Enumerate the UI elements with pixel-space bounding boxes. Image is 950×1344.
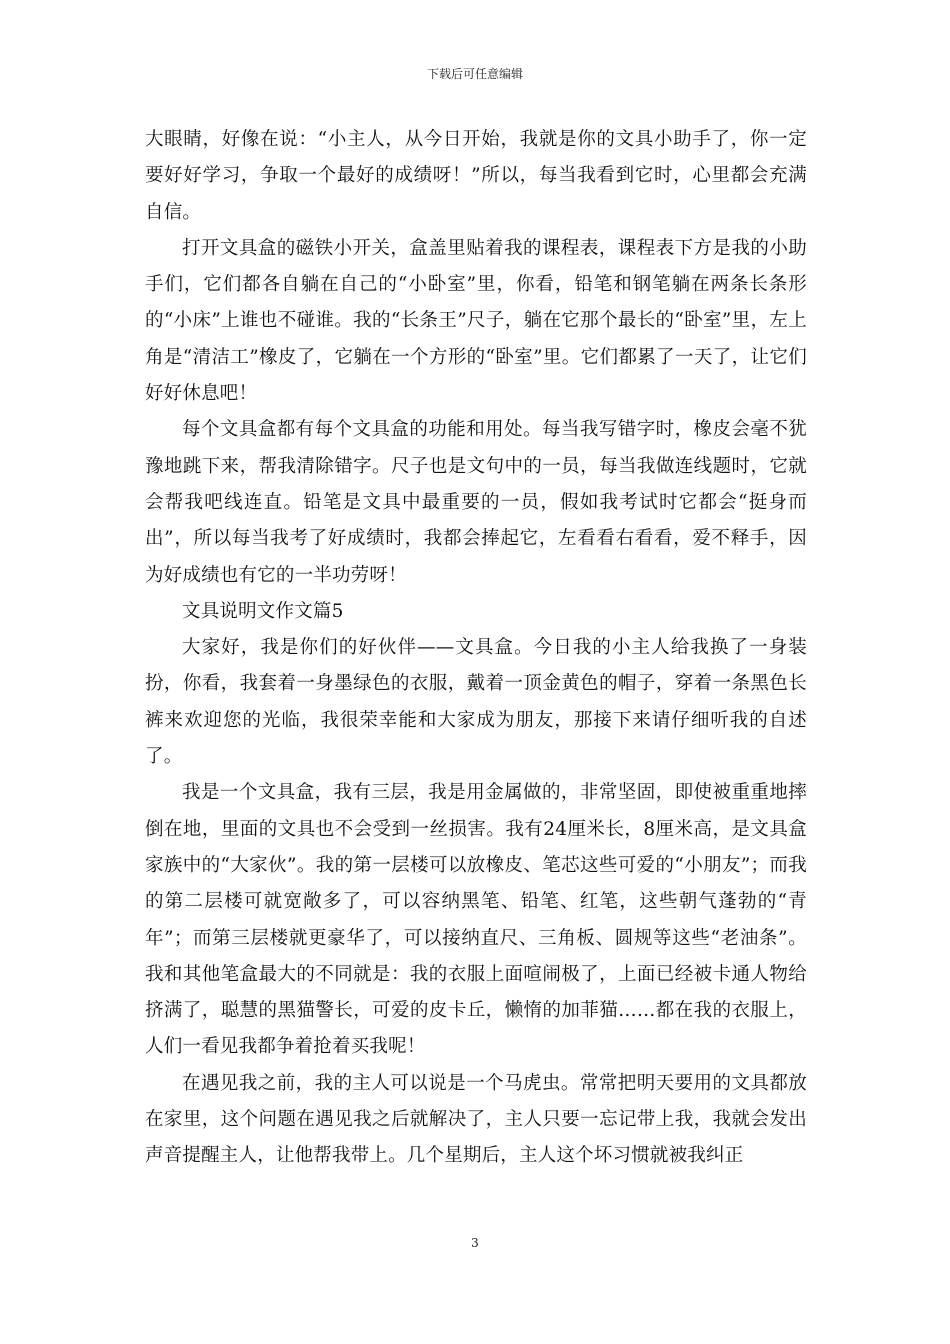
page-header: 下载后可任意编辑: [426, 67, 523, 81]
paragraph: 我是一个文具盒，我有三层，我是用金属做的，非常坚固，即使被重重地摔倒在地，里面的文具也不会受到一丝损害。我有24厘米长，8厘米高，是文具盒家族中的“大家伙”。我的第一层楼可以放橡皮、笔芯这些可爱的“小朋友”；而我的第二层楼可就宽敞多了，可以容纳黑笔、铅笔、红笔，这些朝气蓬勃的“青年”；而第三层楼就更豪华了，可以接纳直尺、三角板、圆规等这些“老油条”。我和其他笔盒最大的不同就是：我的衣服上面喧闹极了，上面已经被卡通人物给挤满了，聪慧的黑猫警长，可爱的皮卡丘，懒惰的加菲猫……都在我的衣服上，人们一看见我都争着抢着买我呢！: [145, 782, 807, 1058]
paragraph: 打开文具盒的磁铁小开关，盒盖里贴着我的课程表，课程表下方是我的小助手们，它们都各自躺在自己的“小卧室”里，你看，铅笔和钢笔躺在两条长条形的“小床”上谁也不碰谁。我的“长条王”尺子，躺在它那个最长的“卧室”里，左上角是“清洁工”橡皮了，它躺在一个方形的“卧室”里。它们都累了一天了，让它们好好休息吧！: [145, 237, 807, 405]
paragraph: 在遇见我之前，我的主人可以说是一个马虎虫。常常把明天要用的文具都放在家里，这个问题在遇见我之后就解决了，主人只要一忘记带上我，我就会发出声音提醒主人，让他帮我带上。几个星期后，主人这个坏习惯就被我纠正: [145, 1072, 807, 1167]
paragraph-continuation: 大眼睛，好像在说：“小主人，从今日开始，我就是你的文具小助手了，你一定要好好学习，争取一个最好的成绩呀！”所以，每当我看到它时，心里都会充满自信。: [145, 129, 807, 223]
section-heading: 文具说明文作文篇5: [182, 600, 344, 622]
page-number: 3: [471, 1236, 479, 1250]
paragraph: 每个文具盒都有每个文具盒的功能和用处。每当我写错字时，橡皮会毫不犹豫地跳下来，帮我清除错字。尺子也是文句中的一员，每当我做连线题时，它就会帮我吧线连直。铅笔是文具中最重要的一员，假如我考试时它都会“挺身而出”，所以每当我考了好成绩时，我都会捧起它，左看看右看看，爱不释手，因为好成绩也有它的一半功劳呀！: [145, 419, 807, 586]
paragraph: 大家好，我是你们的好伙伴——文具盒。今日我的小主人给我换了一身装扮，你看，我套着一身墨绿色的衣服，戴着一顶金黄色的帽子，穿着一条黑色长裤来欢迎您的光临，我很荣幸能和大家成为朋友，那接下来请仔细听我的自述了。: [145, 637, 807, 768]
document-body: [145, 122, 807, 1175]
